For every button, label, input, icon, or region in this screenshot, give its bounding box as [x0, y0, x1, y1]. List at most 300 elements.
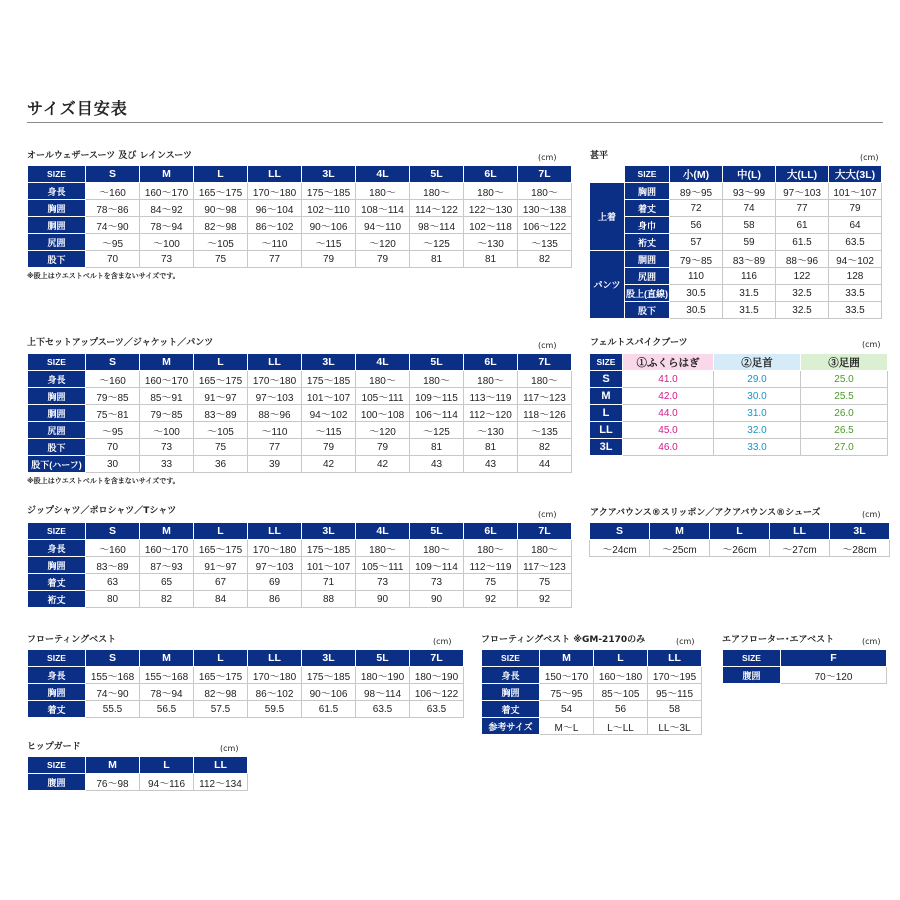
table-cell: 42: [356, 456, 410, 473]
table-cell: 32.5: [776, 285, 829, 302]
table-cell: ～125: [410, 422, 464, 439]
table-cell: 105～111: [356, 557, 410, 574]
table-row: [28, 591, 572, 608]
table-cell: ～125: [410, 234, 464, 251]
table-cell: 81: [410, 439, 464, 456]
table-cell: ～95: [86, 422, 140, 439]
table-cell: 85～105: [594, 684, 648, 701]
table-cell: 165～175: [194, 183, 248, 200]
table-cell: 86: [248, 591, 302, 608]
table-cell: 44: [518, 456, 572, 473]
table-header-row: [28, 166, 572, 183]
table-cell: ～130: [464, 234, 518, 251]
table-cell: 175～185: [302, 540, 356, 557]
table-cell: 75: [464, 574, 518, 591]
table-cell: 84～92: [140, 200, 194, 217]
table-cell: 63.5: [829, 234, 882, 251]
size-column-header: LL: [248, 523, 302, 540]
table-cell: 75～81: [86, 405, 140, 422]
size-column-header: 7L: [518, 354, 572, 371]
allweather-table: [27, 165, 572, 268]
table-cell: 82: [140, 591, 194, 608]
table-cell: 61: [776, 217, 829, 234]
size-column-header: S: [86, 523, 140, 540]
size-column-header: LL: [194, 757, 248, 774]
table-row: [28, 388, 572, 405]
size-label-cell: LL: [590, 422, 623, 439]
size-column-header: 3L: [830, 523, 890, 540]
size-column-header: L: [194, 354, 248, 371]
table-cell: ～24cm: [590, 540, 650, 557]
size-column-header: 6L: [464, 523, 518, 540]
row-label-cell: 尻囲: [28, 422, 86, 439]
table-cell: 56: [594, 701, 648, 718]
table-cell: 78～94: [140, 684, 194, 701]
table-cell: 96～104: [248, 200, 302, 217]
table-row: [28, 371, 572, 388]
row-label-cell: 胸囲: [28, 388, 86, 405]
size-column-header: M: [140, 650, 194, 667]
table-cell: 32.5: [776, 302, 829, 319]
table-cell: 71: [302, 574, 356, 591]
table-row: [590, 285, 882, 302]
table-cell: 94～116: [140, 774, 194, 791]
table-cell: 87～93: [140, 557, 194, 574]
measurement-column-header: ③足囲: [801, 354, 888, 371]
table-cell: 98～114: [410, 217, 464, 234]
table-cell: 61.5: [302, 701, 356, 718]
floating2-table: [481, 649, 702, 735]
table-cell: 76～98: [86, 774, 140, 791]
table-cell: 170～180: [248, 183, 302, 200]
size-header-cell: SIZE: [28, 757, 86, 774]
row-label-cell: 裄丈: [28, 591, 86, 608]
table-cell: 79～85: [86, 388, 140, 405]
size-column-header: 3L: [302, 650, 356, 667]
table-cell: 91～97: [194, 557, 248, 574]
table-header-row: [723, 650, 887, 667]
size-label-cell: L: [590, 405, 623, 422]
table-cell: 175～185: [302, 371, 356, 388]
felt-table: [589, 353, 888, 456]
table-cell: LL～3L: [648, 718, 702, 735]
table-cell: 26.5: [801, 422, 888, 439]
table-row: [28, 251, 572, 268]
table-cell: 90: [410, 591, 464, 608]
table-cell: 180～: [518, 183, 572, 200]
table-cell: ～100: [140, 422, 194, 439]
table-cell: ～26cm: [710, 540, 770, 557]
row-label-cell: 胴囲: [28, 217, 86, 234]
table-cell: 92: [464, 591, 518, 608]
table-header-row: [590, 523, 890, 540]
table-cell: ～120: [356, 422, 410, 439]
table-cell: 86～102: [248, 684, 302, 701]
table-cell: M～L: [540, 718, 594, 735]
table-cell: 180～: [410, 183, 464, 200]
table-cell: 79: [356, 439, 410, 456]
size-header-cell: SIZE: [28, 650, 86, 667]
table-cell: 79～85: [670, 251, 723, 268]
table-cell: 170～180: [248, 667, 302, 684]
table-row: [590, 234, 882, 251]
size-header-cell: SIZE: [28, 523, 86, 540]
row-label-cell: 胴囲: [28, 405, 86, 422]
table-cell: 110: [670, 268, 723, 285]
size-column-header: L: [710, 523, 770, 540]
table-cell: 74: [723, 200, 776, 217]
size-column-header: 5L: [356, 650, 410, 667]
table-cell: 180～190: [356, 667, 410, 684]
row-label-cell: 参考サイズ: [482, 718, 540, 735]
table-cell: 41.0: [623, 371, 714, 388]
table-cell: 94～102: [829, 251, 882, 268]
table-cell: ～130: [464, 422, 518, 439]
size-column-header: LL: [248, 354, 302, 371]
table-cell: ～100: [140, 234, 194, 251]
size-column-header: F: [781, 650, 887, 667]
table-cell: 180～: [464, 540, 518, 557]
table-cell: 77: [248, 439, 302, 456]
table-cell: 117～123: [518, 388, 572, 405]
row-label-cell: 胸囲: [28, 684, 86, 701]
size-column-header: S: [590, 523, 650, 540]
table-cell: 77: [248, 251, 302, 268]
table-cell: 64: [829, 217, 882, 234]
table-cell: 59.5: [248, 701, 302, 718]
table-cell: 75～95: [540, 684, 594, 701]
size-column-header: 3L: [302, 523, 356, 540]
table-cell: 180～: [464, 183, 518, 200]
table-cell: 54: [540, 701, 594, 718]
setup-unit: (cm): [538, 341, 557, 350]
table-cell: 109～115: [410, 388, 464, 405]
table-cell: 180～: [356, 371, 410, 388]
size-column-header: M: [540, 650, 594, 667]
table-cell: 81: [410, 251, 464, 268]
table-row: [28, 574, 572, 591]
size-column-header: L: [594, 650, 648, 667]
table-row: [590, 371, 888, 388]
size-column-header: L: [194, 523, 248, 540]
size-column-header: 4L: [356, 166, 410, 183]
table-cell: 63: [86, 574, 140, 591]
table-row: [28, 183, 572, 200]
size-header-cell: SIZE: [28, 166, 86, 183]
table-cell: 79: [356, 251, 410, 268]
table-cell: 102～118: [464, 217, 518, 234]
size-column-header: S: [86, 354, 140, 371]
table-cell: 33.5: [829, 285, 882, 302]
table-cell: 58: [648, 701, 702, 718]
table-cell: 160～170: [140, 183, 194, 200]
table-cell: ～160: [86, 371, 140, 388]
table-cell: 90～106: [302, 684, 356, 701]
table-cell: 101～107: [302, 557, 356, 574]
table-cell: 75: [194, 251, 248, 268]
table-cell: 88～96: [248, 405, 302, 422]
table-cell: 78～86: [86, 200, 140, 217]
table-cell: 72: [670, 200, 723, 217]
table-cell: 33.5: [829, 302, 882, 319]
group-label-top: 上着: [590, 183, 625, 251]
aqua-unit: (cm): [862, 510, 881, 519]
table-cell: 36: [194, 456, 248, 473]
table-cell: 25.5: [801, 388, 888, 405]
size-column-header: 7L: [518, 166, 572, 183]
table-row: [28, 200, 572, 217]
table-cell: 82～98: [194, 684, 248, 701]
table-cell: 70～120: [781, 667, 887, 684]
table-row: [482, 701, 702, 718]
table-row: [28, 439, 572, 456]
table-cell: 42.0: [623, 388, 714, 405]
table-cell: 170～195: [648, 667, 702, 684]
table-cell: 89～95: [670, 183, 723, 200]
table-cell: 65: [140, 574, 194, 591]
table-cell: 26.0: [801, 405, 888, 422]
hipguard-title: ヒップガード: [27, 742, 81, 752]
size-column-header: 大(LL): [776, 166, 829, 183]
table-cell: ～25cm: [650, 540, 710, 557]
row-label-cell: 胴囲: [625, 251, 670, 268]
table-cell: 46.0: [623, 439, 714, 456]
size-column-header: 小(M): [670, 166, 723, 183]
table-cell: 160～170: [140, 371, 194, 388]
size-header-cell: SIZE: [590, 354, 623, 371]
row-label-cell: 股上(直線): [625, 285, 670, 302]
table-cell: 95～115: [648, 684, 702, 701]
table-header-row: [28, 757, 248, 774]
size-column-header: 5L: [410, 523, 464, 540]
table-cell: 155～168: [86, 667, 140, 684]
setup-table: [27, 353, 572, 473]
size-column-header: S: [86, 166, 140, 183]
table-cell: 80: [86, 591, 140, 608]
table-cell: 79～85: [140, 405, 194, 422]
row-label-cell: 身長: [28, 667, 86, 684]
table-cell: 63.5: [410, 701, 464, 718]
setup-note: ※股上はウエストベルトを含まないサイズです。: [27, 477, 180, 485]
size-label-cell: M: [590, 388, 623, 405]
airfloater-title: エアフローター･エアベスト: [722, 635, 835, 645]
table-cell: 42: [302, 456, 356, 473]
table-cell: ～160: [86, 183, 140, 200]
table-cell: 118～126: [518, 405, 572, 422]
table-cell: 44.0: [623, 405, 714, 422]
zip-title: ジップシャツ／ポロシャツ／Tシャツ: [27, 506, 177, 516]
table-row: [590, 251, 882, 268]
table-cell: L～LL: [594, 718, 648, 735]
row-label-cell: 胸囲: [625, 183, 670, 200]
table-cell: 108～114: [356, 200, 410, 217]
table-cell: ～110: [248, 234, 302, 251]
zip-table: [27, 522, 572, 608]
size-column-header: M: [140, 523, 194, 540]
row-label-cell: 身長: [28, 371, 86, 388]
table-cell: ～27cm: [770, 540, 830, 557]
size-column-header: M: [140, 166, 194, 183]
size-column-header: 5L: [410, 354, 464, 371]
size-header-cell: SIZE: [482, 650, 540, 667]
table-cell: 88～96: [776, 251, 829, 268]
table-cell: 180～: [518, 540, 572, 557]
zip-unit: (cm): [538, 510, 557, 519]
table-cell: ～105: [194, 234, 248, 251]
row-label-cell: 着丈: [482, 701, 540, 718]
table-cell: 43: [410, 456, 464, 473]
table-header-row: [590, 354, 888, 371]
table-cell: 73: [140, 251, 194, 268]
table-cell: 180～190: [410, 667, 464, 684]
row-label-cell: 胸囲: [28, 200, 86, 217]
table-cell: 88: [302, 591, 356, 608]
table-row: [723, 667, 887, 684]
table-cell: 128: [829, 268, 882, 285]
table-cell: 32.0: [714, 422, 801, 439]
table-cell: 31.5: [723, 302, 776, 319]
allweather-note: ※股上はウエストベルトを含まないサイズです。: [27, 272, 180, 280]
size-column-header: M: [140, 354, 194, 371]
jinbei-unit: (cm): [860, 153, 879, 162]
size-column-header: 中(L): [723, 166, 776, 183]
table-cell: 165～175: [194, 371, 248, 388]
table-cell: 74～90: [86, 684, 140, 701]
table-cell: 102～110: [302, 200, 356, 217]
table-cell: 122: [776, 268, 829, 285]
table-row: [482, 667, 702, 684]
aqua-table: [589, 522, 890, 557]
table-cell: 90～106: [302, 217, 356, 234]
table-cell: 112～134: [194, 774, 248, 791]
table-cell: 117～123: [518, 557, 572, 574]
size-column-header: LL: [248, 166, 302, 183]
size-column-header: 7L: [518, 523, 572, 540]
table-cell: ～105: [194, 422, 248, 439]
size-column-header: L: [194, 166, 248, 183]
table-cell: 59: [723, 234, 776, 251]
table-cell: ～135: [518, 234, 572, 251]
table-row: [482, 718, 702, 735]
size-column-header: LL: [770, 523, 830, 540]
table-cell: 83～89: [194, 405, 248, 422]
table-cell: 70: [86, 439, 140, 456]
table-cell: 155～168: [140, 667, 194, 684]
table-cell: 165～175: [194, 667, 248, 684]
row-label-cell: 股下: [625, 302, 670, 319]
table-cell: 91～97: [194, 388, 248, 405]
jinbei-title: 甚平: [590, 151, 609, 161]
floating-table: [27, 649, 464, 718]
size-column-header: LL: [648, 650, 702, 667]
row-label-cell: 着丈: [625, 200, 670, 217]
row-label-cell: 腹囲: [28, 774, 86, 791]
table-cell: 106～122: [518, 217, 572, 234]
table-row: [28, 667, 464, 684]
floating-title: フローティングベスト: [27, 635, 117, 645]
airfloater-table: [722, 649, 887, 684]
table-row: [590, 405, 888, 422]
floating2-unit: (cm): [676, 637, 695, 646]
table-cell: ～95: [86, 234, 140, 251]
table-row: [482, 684, 702, 701]
floating-unit: (cm): [433, 637, 452, 646]
size-column-header: 3L: [302, 354, 356, 371]
row-label-cell: 裄丈: [625, 234, 670, 251]
table-cell: 101～107: [302, 388, 356, 405]
row-label-cell: 胸囲: [482, 684, 540, 701]
table-cell: 83～89: [86, 557, 140, 574]
table-cell: 98～114: [356, 684, 410, 701]
table-row: [28, 540, 572, 557]
table-cell: 150～170: [540, 667, 594, 684]
table-header-row: [28, 354, 572, 371]
size-column-header: 3L: [302, 166, 356, 183]
table-cell: 55.5: [86, 701, 140, 718]
table-cell: 74～90: [86, 217, 140, 234]
size-column-header: L: [194, 650, 248, 667]
table-cell: 81: [464, 439, 518, 456]
table-row: [28, 701, 464, 718]
table-cell: 30.5: [670, 302, 723, 319]
table-cell: 86～102: [248, 217, 302, 234]
table-cell: 180～: [518, 371, 572, 388]
table-cell: 90: [356, 591, 410, 608]
table-cell: 165～175: [194, 540, 248, 557]
hipguard-unit: (cm): [220, 744, 239, 753]
row-label-cell: 股下: [28, 439, 86, 456]
size-column-header: 4L: [356, 354, 410, 371]
table-cell: 180～: [356, 540, 410, 557]
table-row: [28, 774, 248, 791]
table-row: [590, 388, 888, 405]
size-column-header: L: [140, 757, 194, 774]
table-cell: 78～94: [140, 217, 194, 234]
setup-title: 上下セットアップスーツ／ジャケット／パンツ: [27, 338, 214, 348]
table-row: [590, 422, 888, 439]
table-cell: 56.5: [140, 701, 194, 718]
table-header-row: [28, 523, 572, 540]
hipguard-table: [27, 756, 248, 791]
table-cell: 70: [86, 251, 140, 268]
table-cell: 30: [86, 456, 140, 473]
size-column-header: 5L: [410, 166, 464, 183]
table-cell: 170～180: [248, 371, 302, 388]
table-row: [28, 234, 572, 251]
table-cell: 31.5: [723, 285, 776, 302]
page-title: サイズ目安表: [27, 99, 128, 118]
table-cell: 101～107: [829, 183, 882, 200]
table-cell: 175～185: [302, 183, 356, 200]
row-label-cell: 尻囲: [28, 234, 86, 251]
airfloater-unit: (cm): [862, 637, 881, 646]
size-column-header: 4L: [356, 523, 410, 540]
table-cell: 73: [410, 574, 464, 591]
blank-corner-cell: [590, 166, 625, 183]
size-header-cell: SIZE: [723, 650, 781, 667]
table-cell: 122～130: [464, 200, 518, 217]
measurement-column-header: ②足首: [714, 354, 801, 371]
row-label-cell: 股下(ハーフ): [28, 456, 86, 473]
table-cell: 69: [248, 574, 302, 591]
felt-unit: (cm): [862, 340, 881, 349]
size-column-header: LL: [248, 650, 302, 667]
table-cell: 79: [302, 439, 356, 456]
table-row: [28, 684, 464, 701]
table-row: [590, 217, 882, 234]
table-cell: 84: [194, 591, 248, 608]
table-cell: 180～: [410, 540, 464, 557]
